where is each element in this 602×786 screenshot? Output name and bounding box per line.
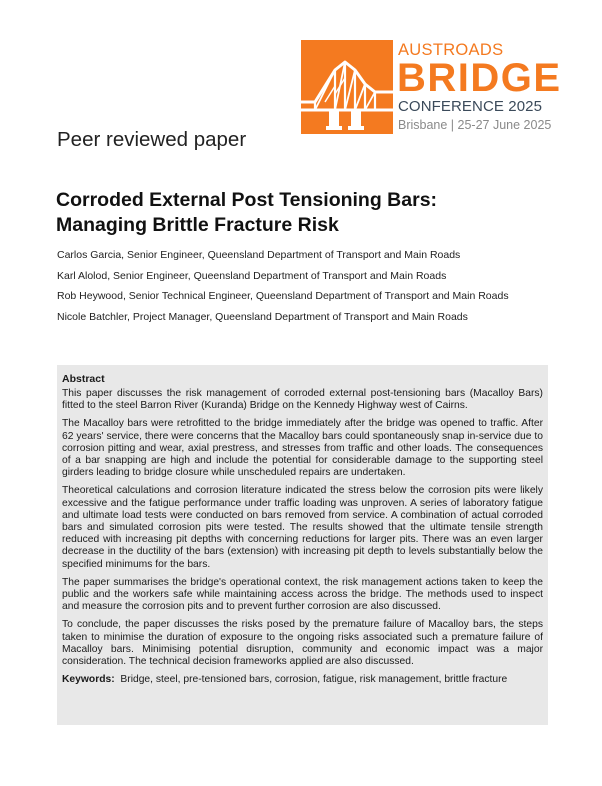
abstract-heading: Abstract — [62, 373, 105, 385]
keywords-label: Keywords: — [62, 674, 115, 686]
logo-line-bridge: BRIDGE — [397, 56, 562, 100]
logo-line-location-date: Brisbane | 25-27 June 2025 — [398, 118, 552, 132]
paper-title-line-1: Corroded External Post Tensioning Bars: — [56, 189, 438, 211]
abstract-paragraph: The Macalloy bars were retrofitted to the bridge immediately after the bridge was opened to traffic. After 62 years' service, there were concerns that the Macalloy bars could spontaneously snap in-service due to corrosion pitting and wear, axial prestress, and stresses from traffic and other loads. The consequences of a bar snapping are high and include the potential for considerable damage to the supporting steel girders leading to bridge closure while unscheduled repairs are undertaken. — [62, 418, 543, 479]
author-entry: Nicole Batchler, Project Manager, Queensland Department of Transport and Main Roads — [57, 310, 468, 323]
abstract-paragraph: To conclude, the paper discusses the risks posed by the premature failure of Macalloy bars, the steps taken to minimise the duration of exposure to the ongoing risks associated such a premature failure of Macalloy bars. Minimising potential disruption, community and economic impact was a major consideration. The technical decision frameworks applied are also discussed. — [62, 619, 543, 668]
bridge-logo-icon — [301, 40, 393, 134]
author-entry: Rob Heywood, Senior Technical Engineer, Queensland Department of Transport and Main Roads — [57, 290, 509, 302]
logo-line-austroads: AUSTROADS — [398, 41, 504, 59]
abstract-paragraph: Theoretical calculations and corrosion literature indicated the stress below the corrosion pits were likely excessive and the fatigue performance under traffic loading was unproven. A series of laboratory fatigue and ultimate load tests were conducted on bars removed from service. A combination of actual corroded bars and simulated corrosion pits were tested. The results showed that the ultimate tensile strength reduced with increasing pit depths with concerning reductions for larger pits. There was an even larger decrease in the ductility of the bars (extension) with increasing pit depth to levels substantially below the specified minimums for the bars. — [62, 485, 543, 570]
logo-text — [397, 40, 562, 133]
abstract-paragraph: The paper summarises the bridge's operational context, the risk management actions taken to keep the public and the workers safe while maintaining access across the bridge. The methods used to inspect and measure the corrosion pits and to prevent further corrosion are also discussed. — [62, 576, 543, 613]
paper-type-label: Peer reviewed paper — [57, 128, 247, 151]
keywords-line — [62, 674, 543, 686]
conference-logo — [301, 40, 562, 134]
logo-line-conference: CONFERENCE 2025 — [398, 98, 543, 115]
abstract-box — [57, 365, 548, 725]
paper-title-line-2: Managing Brittle Fracture Risk — [56, 214, 339, 236]
paper-title — [56, 188, 556, 238]
keywords-list: Bridge, steel, pre-tensioned bars, corrosion, fatigue, risk management, brittle fracture — [120, 674, 508, 686]
author-list — [57, 248, 509, 330]
abstract-paragraph: This paper discusses the risk management of corroded external post-tensioning bars (Macalloy Bars) fitted to the steel Barron River (Kuranda) Bridge on the Kennedy Highway west of Cairns. — [62, 388, 543, 412]
author-entry: Carlos Garcia, Senior Engineer, Queensland Department of Transport and Main Roads — [57, 249, 461, 261]
author-entry: Karl Alolod, Senior Engineer, Queensland Department of Transport and Main Roads — [57, 269, 447, 282]
